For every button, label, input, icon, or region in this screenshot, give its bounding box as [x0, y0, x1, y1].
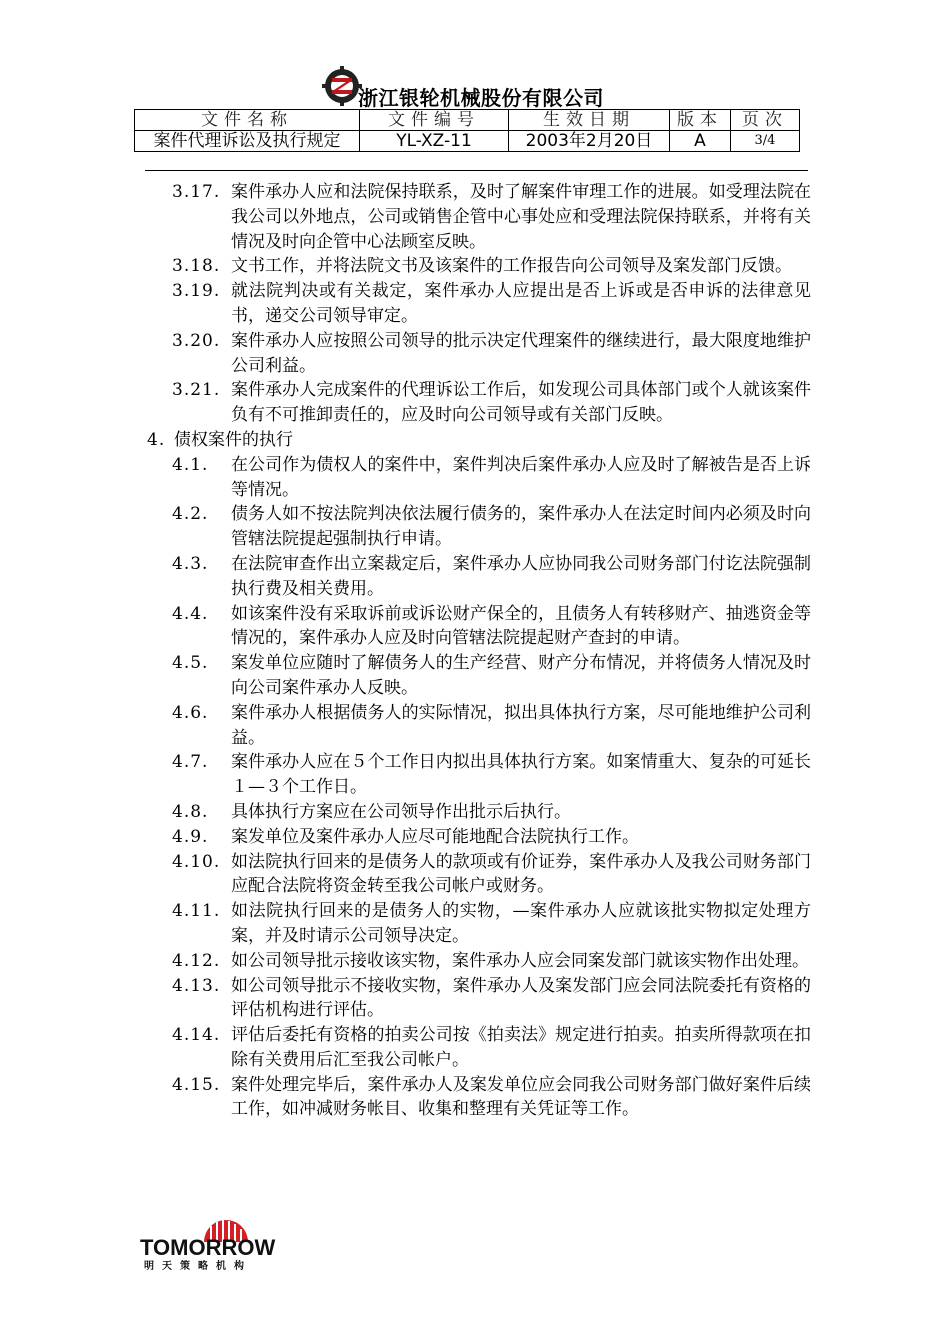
company-logo [322, 66, 362, 106]
clause-number: 3.21. [172, 380, 221, 401]
tomorrow-brand-text: TOMORROW [140, 1235, 276, 1260]
clause-text: 在公司作为债权人的案件中，案件判决后案件承办人应及时了解被告是否上诉等情况。 [231, 454, 811, 500]
clause [0, 750, 950, 800]
header-divider [145, 170, 808, 171]
clause [0, 254, 950, 279]
clause [0, 800, 950, 825]
clause-text: 评估后委托有资格的拍卖公司按《拍卖法》规定进行拍卖。拍卖所得款项在扣除有关费用后汇至我公司帐户。 [231, 1025, 811, 1070]
clause-number: 4.7. [172, 752, 209, 773]
clause [0, 850, 950, 900]
clause-text: 如公司领导批示接收该实物，案件承办人应会同案发部门就该实物作出处理。 [231, 950, 809, 971]
clause-text: 如该案件没有采取诉前或诉讼财产保全的，且债务人有转移财产、抽逃资金等情况的，案件承办人应及时向管辖法院提起财产查封的申请。 [231, 603, 811, 649]
clause-text: 就法院判决或有关裁定，案件承办人应提出是否上诉或是否申诉的法律意见书，递交公司领导审定。 [231, 281, 811, 326]
clause [0, 378, 950, 428]
section-heading [0, 428, 950, 453]
clause [0, 701, 950, 751]
clause-text: 在法院审查作出立案裁定后，案件承办人应协同我公司财务部门付讫法院强制执行费及相关费用。 [231, 553, 811, 599]
tomorrow-logo [140, 1212, 310, 1272]
clause [0, 180, 950, 254]
doc-number-value: YL-XZ-11 [360, 131, 509, 152]
effective-date-value: 2003年2月20日 [509, 131, 670, 152]
clause-text: 案件承办人根据债务人的实际情况，拟出具体执行方案，尽可能地维护公司利益。 [231, 702, 811, 748]
clause-number: 3.17. [172, 182, 221, 202]
clause-text: 案件承办人应按照公司领导的批示决定代理案件的继续进行，最大限度地维护公司利益。 [231, 330, 811, 376]
clause-number: 4.8. [172, 801, 209, 822]
clause [0, 552, 950, 602]
clause [0, 453, 950, 503]
version-value: A [670, 131, 731, 152]
clause [0, 651, 950, 701]
clause-text: 案件处理完毕后，案件承办人及案发单位应会同我公司财务部门做好案件后续工作，如冲减财务帐目、收集和整理有关凭证等工作。 [231, 1074, 811, 1120]
tomorrow-brand-cn: 明天策略机构 [144, 1261, 252, 1272]
col-page: 页次 [731, 110, 800, 131]
clause-text: 案件承办人完成案件的代理诉讼工作后，如发现公司具体部门或个人就该案件负有不可推卸责任的，应及时向公司领导或有关部门反映。 [231, 380, 811, 426]
clause [0, 329, 950, 379]
clause-number: 4.9. [172, 826, 209, 847]
clause [0, 279, 950, 329]
document-body [0, 180, 950, 1122]
clause [0, 1073, 950, 1123]
document-info-table [134, 109, 800, 152]
clause-text: 案发单位应随时了解债务人的生产经营、财产分布情况，并将债务人情况及时向公司案件承办人反映。 [231, 653, 811, 698]
clause-number: 4.15. [172, 1074, 221, 1095]
clause [0, 949, 950, 974]
clause [0, 602, 950, 652]
clause-number: 4.5. [172, 653, 209, 674]
section-title: 债权案件的执行 [174, 429, 293, 450]
clause-number: 4.3. [172, 553, 209, 574]
page-value: 3/4 [731, 131, 800, 152]
clause-number: 3.20. [172, 330, 221, 351]
clause [0, 502, 950, 552]
clause-text: 如法院执行回来的是债务人的款项或有价证券，案件承办人及我公司财务部门应配合法院将资金转至我公司帐户或财务。 [231, 851, 811, 897]
clause-number: 4.4. [172, 603, 209, 624]
col-doc-number: 文件编号 [360, 110, 509, 131]
clause-text: 具体执行方案应在公司领导作出批示后执行。 [231, 801, 571, 822]
section-number: 4. [147, 429, 166, 450]
clause-number: 4.14. [172, 1025, 221, 1046]
company-name: 浙江银轮机械股份有限公司 [358, 86, 604, 110]
clause-text: 案件承办人应在５个工作日内拟出具体执行方案。如案情重大、复杂的可延长１—３个工作日。 [231, 752, 811, 798]
clause-number: 4.13. [172, 975, 221, 996]
clause-number: 3.18. [172, 256, 221, 277]
col-effective-date: 生效日期 [509, 110, 670, 131]
clause [0, 825, 950, 850]
clause-number: 3.19. [172, 281, 221, 302]
clause [0, 899, 950, 949]
clause-number: 4.11. [172, 901, 221, 922]
clause-number: 4.1. [172, 454, 209, 475]
clause-text: 债务人如不按法院判决依法履行债务的，案件承办人在法定时间内必须及时向管辖法院提起强制执行申请。 [231, 504, 811, 550]
col-doc-name: 文件名称 [135, 110, 360, 131]
clause-text: 案发单位及案件承办人应尽可能地配合法院执行工作。 [231, 826, 639, 847]
clause-number: 4.12. [172, 950, 221, 971]
clause-text: 文书工作，并将法院文书及该案件的工作报告向公司领导及案发部门反馈。 [231, 256, 792, 277]
col-version: 版本 [670, 110, 731, 131]
clause-text: 如法院执行回来的是债务人的实物，—案件承办人应就该批实物拟定处理方案，并及时请示公司领导决定。 [231, 901, 811, 946]
clause [0, 1023, 950, 1073]
doc-name-value: 案件代理诉讼及执行规定 [135, 131, 360, 152]
clause-number: 4.6. [172, 702, 209, 723]
clause-text: 案件承办人应和法院保持联系，及时了解案件审理工作的进展。如受理法院在我公司以外地点，公司或销售企管中心事处应和受理法院保持联系，并将有关情况及时向企管中心法顾室反映。 [231, 182, 811, 252]
clause-number: 4.10. [172, 851, 221, 872]
clause [0, 974, 950, 1024]
clause-number: 4.2. [172, 504, 209, 525]
clause-text: 如公司领导批示不接收实物，案件承办人及案发部门应会同法院委托有资格的评估机构进行评估。 [231, 975, 811, 1021]
